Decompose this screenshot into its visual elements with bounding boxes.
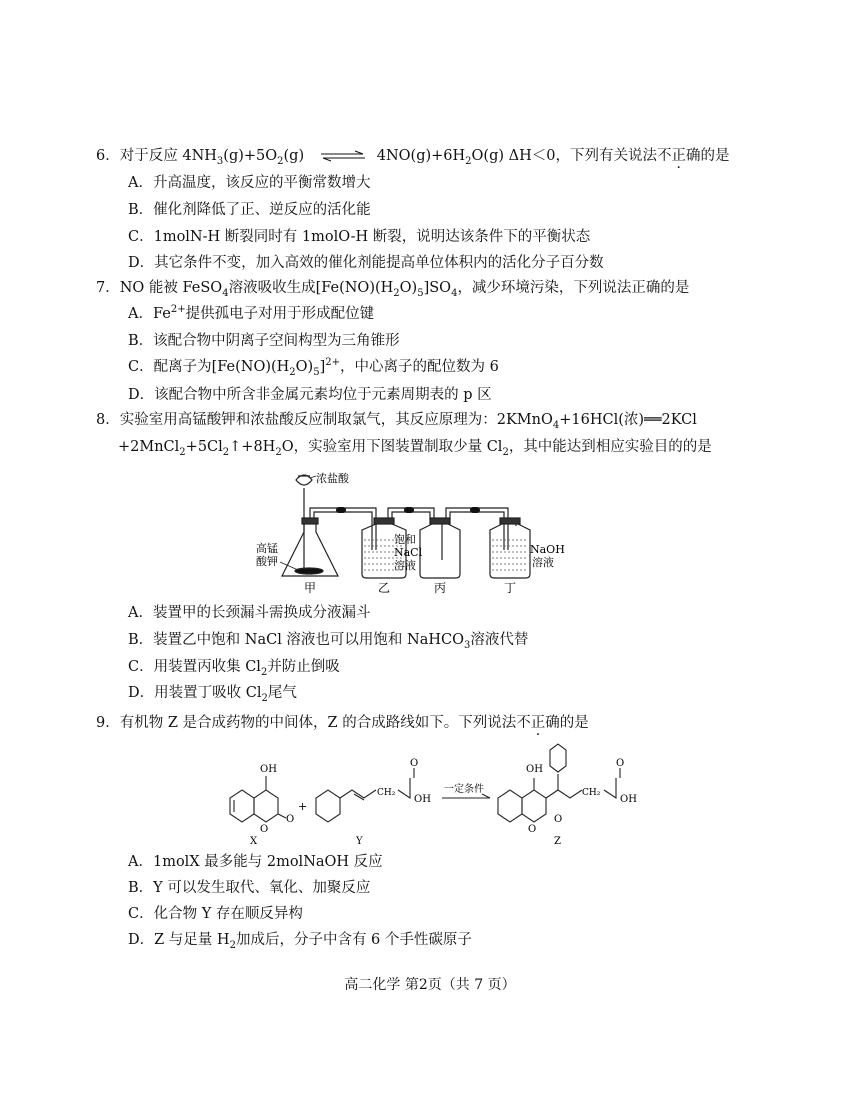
- q8-option-b: [128, 630, 528, 650]
- label-nacl-1: 饱和: [394, 533, 416, 546]
- z-oh-label: OH: [526, 764, 543, 775]
- subscript: 3: [216, 155, 224, 167]
- emphasis-text: 不正确: [656, 148, 701, 164]
- q9-opt-d-text: D．Z 与足量 H: [128, 932, 230, 948]
- q8-text-line1: 实验室用高锰酸钾和浓盐酸反应制取氯气，其反应原理为：2KMnO: [119, 412, 553, 428]
- compound-z-structure: [498, 744, 620, 822]
- bottle-ding: [490, 518, 530, 578]
- q8-option-c: [128, 657, 340, 677]
- q9-option-d: [128, 930, 472, 950]
- subscript: 2: [261, 692, 268, 704]
- q8-text-line2e: ，其中能达到相应实验目的的是: [508, 439, 712, 455]
- z-oh2-label: OH: [620, 794, 637, 805]
- q8-text-line2b: +5Cl: [185, 439, 223, 455]
- q7-opt-c-text: C．配离子为[Fe(NO)(H: [128, 359, 290, 375]
- subscript: 2: [275, 446, 282, 458]
- q8-text-line2d: O，实验室用下图装置制取少量 Cl: [281, 439, 503, 455]
- q7-text-b: 溶液吸收生成[Fe(NO)(H: [228, 280, 394, 296]
- compound-y-structure: [316, 768, 414, 822]
- label-naoh-2: 溶液: [532, 556, 554, 569]
- subscript: 3: [464, 639, 471, 651]
- q7-option-b: B．该配合物中阴离子空间构型为三角锥形: [128, 333, 400, 349]
- q8-option-d: [128, 683, 297, 703]
- subscript: 2: [179, 446, 186, 458]
- q6-text-c: (g): [283, 148, 305, 164]
- label-jia: 甲: [304, 581, 317, 595]
- x-o2-label: O: [286, 814, 295, 825]
- plus-sign: +: [298, 800, 308, 813]
- emphasis-text: 不正确: [516, 715, 560, 731]
- q6-option-a: A．升高温度，该反应的平衡常数增大: [128, 175, 371, 191]
- label-kmno4-2: 酸钾: [256, 555, 278, 568]
- page-footer: 高二化学 第2页（共 7 页）: [344, 977, 516, 993]
- q7-opt-c-text-c: ，中心离子的配位数为 6: [340, 359, 499, 375]
- q7-option-a: [128, 304, 374, 324]
- y-label: Y: [356, 836, 363, 847]
- q8-opt-c-text: C．用装置丙收集 Cl: [128, 659, 261, 675]
- q7-text-c: O): [399, 280, 418, 296]
- q8-opt-c-text-b: 并防止倒吸: [267, 659, 340, 675]
- question-7-stem: [96, 278, 689, 298]
- subscript: 4: [552, 419, 560, 431]
- subscript: 2: [502, 446, 509, 458]
- label-kmno4-1: 高锰: [256, 542, 278, 555]
- label-naoh-1: NaOH: [530, 543, 565, 556]
- q6-text-d: 4NO(g)+6H: [376, 148, 466, 164]
- q9-option-c: C．化合物 Y 存在顺反异构: [128, 906, 303, 922]
- q9-text-a: 有机物 Z 是合成药物的中间体，Z 的合成路线如下。下列说法: [119, 715, 517, 731]
- subscript: 2: [289, 366, 296, 378]
- y-ch2-label: CH₂: [377, 788, 396, 798]
- conical-flask: [282, 518, 338, 576]
- q7-option-c: C．配离子为$[Fe(NO)(H_2O)_5]^{2+}$，中心离子的配位数为 6: [128, 357, 499, 378]
- q9-text-b: 的是: [559, 715, 589, 731]
- q6-text-b: (g)+5O: [223, 148, 278, 164]
- synthesis-route-diagram: [220, 738, 640, 848]
- q9-option-a: A．1molX 最多能与 2molNaOH 反应: [128, 854, 383, 870]
- question-number: 6．: [96, 148, 120, 164]
- question-number: 8．: [96, 412, 120, 428]
- subscript: 5: [417, 287, 424, 299]
- q8-text-line2c: ↑+8H: [229, 439, 276, 455]
- x-label: X: [250, 836, 258, 847]
- q7-text-a: NO 能被 FeSO: [119, 280, 223, 296]
- z-ch2-label: CH₂: [582, 788, 601, 798]
- q8-opt-d-text: D．用装置丁吸收 Cl: [128, 685, 262, 701]
- y-o-label: O: [410, 758, 419, 769]
- q6-text-e: O(g) ΔH＜0，下列有关说法: [471, 148, 657, 164]
- z-o2-label: O: [554, 814, 563, 825]
- question-number: 7．: [96, 280, 120, 296]
- subscript: 5: [313, 366, 320, 378]
- q8-option-a: A．装置甲的长颈漏斗需换成分液漏斗: [128, 605, 371, 621]
- q9-option-b: B．Y 可以发生取代、氧化、加聚反应: [128, 880, 371, 896]
- label-nacl-3: 溶液: [394, 559, 416, 572]
- label-bing: 丙: [434, 581, 447, 595]
- q6-option-b: B．催化剂降低了正、逆反应的活化能: [128, 202, 371, 218]
- question-8-stem-line1: [96, 410, 697, 430]
- subscript: 2: [222, 446, 230, 458]
- compound-x-structure: [230, 776, 286, 822]
- condition-label: 一定条件: [444, 784, 484, 795]
- z-label: Z: [554, 836, 561, 847]
- q8-text-line2a: +2MnCl: [118, 439, 180, 455]
- x-o-label: O: [260, 824, 269, 835]
- q8-opt-b-text: B．装置乙中饱和 NaCl 溶液也可以用饱和 NaHCO: [128, 632, 465, 648]
- question-number: 9．: [96, 715, 120, 731]
- label-nacl-2: NaCl: [394, 546, 423, 559]
- subscript: 2: [277, 155, 284, 167]
- question-9-stem: [96, 713, 589, 733]
- chlorine-apparatus-diagram: [252, 468, 572, 598]
- q6-text-a: 对于反应 4NH: [119, 148, 217, 164]
- q7-opt-c-text-b: O): [295, 359, 314, 375]
- label-conc-hcl: 浓盐酸: [316, 472, 349, 485]
- q8-text-line1b: +16HCl(浓)══2KCl: [559, 412, 697, 428]
- q7-opt-a-text: A．Fe: [128, 306, 171, 322]
- subscript: 2: [393, 287, 400, 299]
- subscript: 2: [229, 939, 236, 951]
- q6-text-f: 的是: [700, 148, 730, 164]
- q6-option-d: D．其它条件不变，加入高效的催化剂能提高单位体积内的活化分子百分数: [128, 255, 604, 271]
- q9-opt-d-text-b: 加成后，分子中含有 6 个手性碳原子: [235, 932, 472, 948]
- subscript: 4: [222, 287, 229, 299]
- superscript: 2+: [170, 304, 186, 316]
- q7-text-d: ]SO: [423, 280, 452, 296]
- q7-opt-a-text-b: 提供孤电子对用于形成配位键: [185, 306, 375, 322]
- z-o-label: O: [528, 824, 537, 835]
- subscript: 4: [451, 287, 458, 299]
- q7-text-e: ，减少环境污染，下列说法正确的是: [457, 280, 690, 296]
- equilibrium-arrow-icon: [319, 150, 367, 162]
- z-o3-label: O: [616, 758, 625, 769]
- y-oh-label: OH: [414, 794, 431, 805]
- subscript: 2: [465, 155, 472, 167]
- bottle-bing: [420, 518, 460, 578]
- label-ding: 丁: [504, 581, 517, 595]
- q8-opt-b-text-b: 溶液代替: [470, 632, 529, 648]
- subscript: 2: [260, 666, 268, 678]
- question-8-stem-line2: [118, 437, 712, 457]
- q7-option-d: D．该配合物中所含非金属元素均位于元素周期表的 p 区: [128, 387, 492, 403]
- q6-option-c: C．1molN-H 断裂同时有 1molO-H 断裂，说明达该条件下的平衡状态: [128, 229, 591, 245]
- label-yi: 乙: [378, 581, 391, 595]
- question-6-stem: [96, 146, 729, 166]
- x-oh-label: OH: [260, 764, 277, 775]
- superscript: 2+: [325, 357, 341, 369]
- q8-opt-d-text-b: 尾气: [267, 685, 297, 701]
